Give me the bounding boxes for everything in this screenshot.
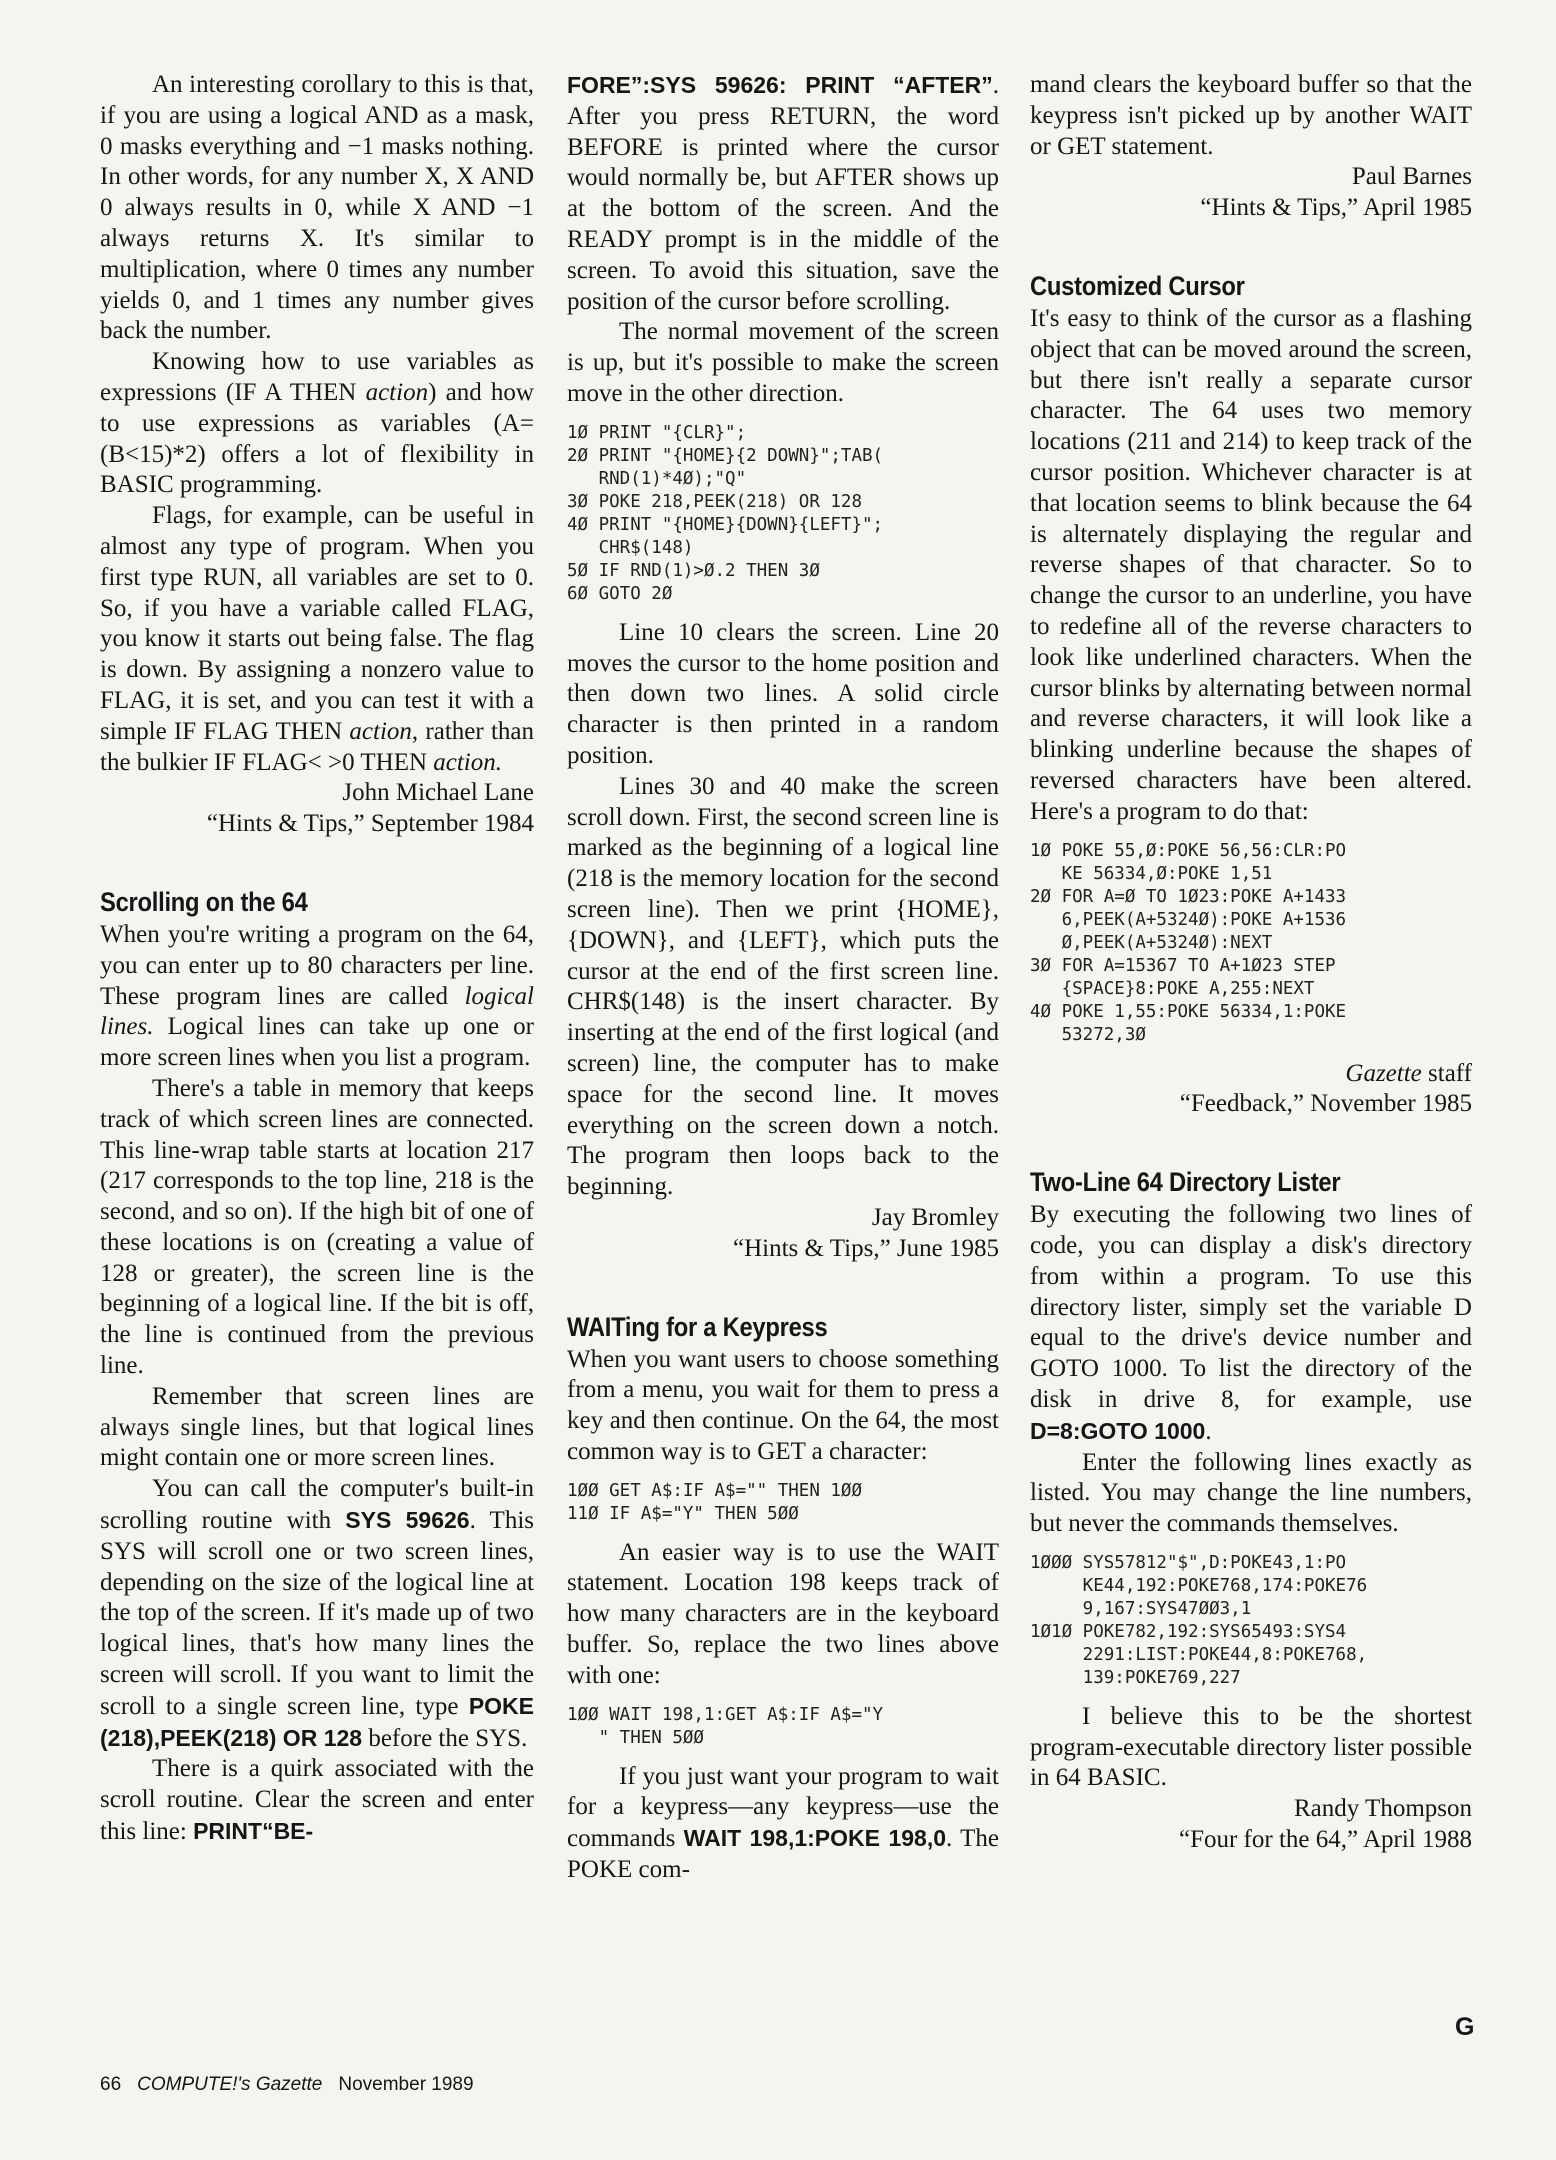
code-listing: 1Ø POKE 55,Ø:POKE 56,56:CLR:PO KE 56334,Ø:POKE 1,51 2Ø FOR A=Ø TO 1Ø23:POKE A+1433 6,PEEK(A+5324Ø):POKE A+1536 Ø,PEEK(A+5324Ø):NEXT 3Ø FOR A=15367 TO A+1Ø23 STEP {SPACE}8:POKE A,255:NEXT 4Ø POKE 1,55:POKE 56334,1:POKE 53272,3Ø (1030, 840, 1347, 1045)
byline-source: “Hints & Tips,” September 1984 (206, 810, 534, 838)
section-heading: WAITing for a Keypress (567, 1311, 828, 1342)
paragraph: You can call the computer's built-in scrolling routine with SYS 59626. This SYS will scroll one or two screen lines, depending on the size of the logical line at the top of the screen. If it's made up of two logical lines, that's how many lines the screen will scroll. If you want to limit the scroll to a single screen line, type POKE (218),PEEK(218) OR 128 before the SYS. (100, 1475, 534, 1752)
section-heading: Scrolling on the 64 (100, 886, 308, 917)
paragraph: Enter the following lines exactly as listed. You may change the line numbers, but never the commands themselves. (1030, 1448, 1472, 1538)
paragraph: FORE”:SYS 59626: PRINT “AFTER”. After you press RETURN, the word BEFORE is printed where the cursor would normally be, but AFTER shows up at the bottom of the screen. And the READY prompt is in the middle of the screen. To avoid this situation, save the position of the cursor before scrolling. (567, 72, 999, 315)
page-number: 66 (100, 2074, 122, 2095)
paragraph: When you're writing a program on the 64, you can enter up to 80 characters per line. These program lines are called logical lines. Logical lines can take up one or more screen lines when you list a program. (100, 920, 534, 1072)
paragraph: There is a quirk associated with the scroll routine. Clear the screen and enter this line: PRINT“BE- (100, 1755, 534, 1846)
section-heading: Two-Line 64 Directory Lister (1030, 1167, 1341, 1198)
paragraph: I believe this to be the shortest program-executable directory lister possible in 64 BASIC. (1030, 1702, 1472, 1792)
byline-author: John Michael Lane (342, 779, 534, 807)
paragraph: An interesting corollary to this is that, if you are using a logical AND as a mask, 0 masks everything and −1 masks nothing. In other words, for any number X, X AND 0 always results in 0, while X AND −1 always returns X. It's similar to multiplication, where 0 times any number yields 0, and 1 times any number gives back the number. (100, 71, 534, 345)
paragraph: The normal movement of the screen is up, but it's possible to make the screen move in the other direction. (567, 318, 999, 407)
issue-date: November 1989 (338, 2074, 474, 2095)
paragraph: There's a table in memory that keeps track of which screen lines are connected. This line-wrap table starts at location 217 (217 corresponds to the top line, 218 is the second, and so on). If the high bit of one of these locations is on (creating a value of 128 or greater), the screen line is the beginning of a logical line. If the bit is off, the line is continued from the previous line. (100, 1074, 534, 1380)
paragraph: When you want users to choose something from a menu, you wait for them to press a key and then continue. On the 64, the most common way is to GET a character: (567, 1345, 999, 1465)
paragraph: Flags, for example, can be useful in almost any type of program. When you first type RUN, all variables are set to 0. So, if you have a variable called FLAG, you know it starts out being false. The flag is down. By assigning a nonzero value to FLAG, it is set, and you can test it with a simple IF FLAG THEN action, rather than the bulkier IF FLAG< >0 THEN action. (100, 502, 534, 776)
code-listing: 1ØØ WAIT 198,1:GET A$:IF A$="Y " THEN 5ØØ (567, 1704, 884, 1748)
byline-source: “Four for the 64,” April 1988 (1178, 1826, 1472, 1854)
code-listing: 1ØØ GET A$:IF A$="" THEN 1ØØ 11Ø IF A$="Y" THEN 5ØØ (567, 1480, 863, 1524)
publication-name: COMPUTE!'s Gazette (137, 2074, 323, 2095)
byline-source: “Hints & Tips,” June 1985 (732, 1234, 999, 1262)
paragraph: mand clears the keyboard buffer so that the keypress isn't picked up by another WAIT or GET statement. (1030, 71, 1472, 160)
column-2 (567, 70, 999, 1886)
paragraph: An easier way is to use the WAIT statement. Location 198 keeps track of how many characters are in the keyboard buffer. So, replace the two lines above with one: (567, 1538, 999, 1689)
byline-author: Gazette staff (1345, 1059, 1472, 1087)
code-listing: 1Ø PRINT "{CLR}"; 2Ø PRINT "{HOME}{2 DOWN}";TAB( RND(1)*4Ø);"Q" 3Ø POKE 218,PEEK(218) OR 128 4Ø PRINT "{HOME}{DOWN}{LEFT}"; CHR$(148) 5Ø IF RND(1)>Ø.2 THEN 3Ø 6Ø GOTO 2Ø (567, 422, 884, 604)
byline-author: Jay Bromley (871, 1203, 999, 1231)
paragraph: If you just want your program to wait for a keypress—any keypress—use the commands WAIT 198,1:POKE 198,0. The POKE com- (567, 1762, 999, 1884)
paragraph: By executing the following two lines of code, you can display a disk's directory from within a program. To use this directory lister, simply set the variable D equal to the drive's device number and GOTO 1000. To list the directory of the disk in drive 8, for example, use D=8:GOTO 1000. (1030, 1201, 1472, 1445)
byline-author: Paul Barnes (1351, 163, 1472, 191)
paragraph: Remember that screen lines are always single lines, but that logical lines might contain one or more screen lines. (100, 1382, 534, 1472)
paragraph: Line 10 clears the screen. Line 20 moves the cursor to the home position and then down two lines. A solid circle character is then printed in a random position. (567, 618, 999, 769)
paragraph: It's easy to think of the cursor as a flashing object that can be moved around the screen, but there isn't really a separate cursor character. The 64 uses two memory locations (211 and 214) to keep track of the cursor position. Whichever character is at that location seems to blink because the 64 is alternately displaying the regular and reverse shapes of that character. So to change the cursor to an underline, you have to redefine all of the reverse characters to look like underlined characters. When the cursor blinks by alternating between normal and reverse characters, it will look like a blinking underline because the shapes of reversed characters have been altered. Here's a program to do that: (1030, 304, 1472, 825)
byline-author: Randy Thompson (1293, 1795, 1472, 1823)
paragraph: Knowing how to use variables as expressions (IF A THEN action) and how to use expressions as variables (A=(B<15)*2) offers a lot of flexibility in BASIC programming. (100, 348, 534, 499)
end-of-article-mark: G (1455, 2013, 1475, 2041)
byline-source: “Hints & Tips,” April 1985 (1200, 194, 1472, 222)
paragraph: Lines 30 and 40 make the screen scroll down. First, the second screen line is marked as the beginning of a logical line (218 is the memory location for the second screen line). Then we print {HOME}, {DOWN}, and {LEFT}, which puts the cursor at the end of the first screen line. CHR$(148) is the insert character. By inserting at the end of the first logical (and screen) line, the computer has to make space for the second line. It moves everything on the screen down a notch. The program then loops back to the beginning. (567, 772, 999, 1201)
code-listing: 1ØØØ SYS57812"$",D:POKE43,1:PO KE44,192:POKE768,174:POKE76 9,167:SYS47ØØ3,1 1Ø1Ø POKE782,192:SYS65493:SYS4 2291:LIST:POKE44,8:POKE768, 139:POKE769,227 (1030, 1552, 1368, 1688)
byline-source: “Feedback,” November 1985 (1179, 1090, 1472, 1118)
page-footer (100, 2074, 474, 2096)
column-3 (1030, 70, 1472, 1856)
section-heading: Customized Cursor (1030, 270, 1245, 301)
column-1 (100, 70, 534, 1848)
